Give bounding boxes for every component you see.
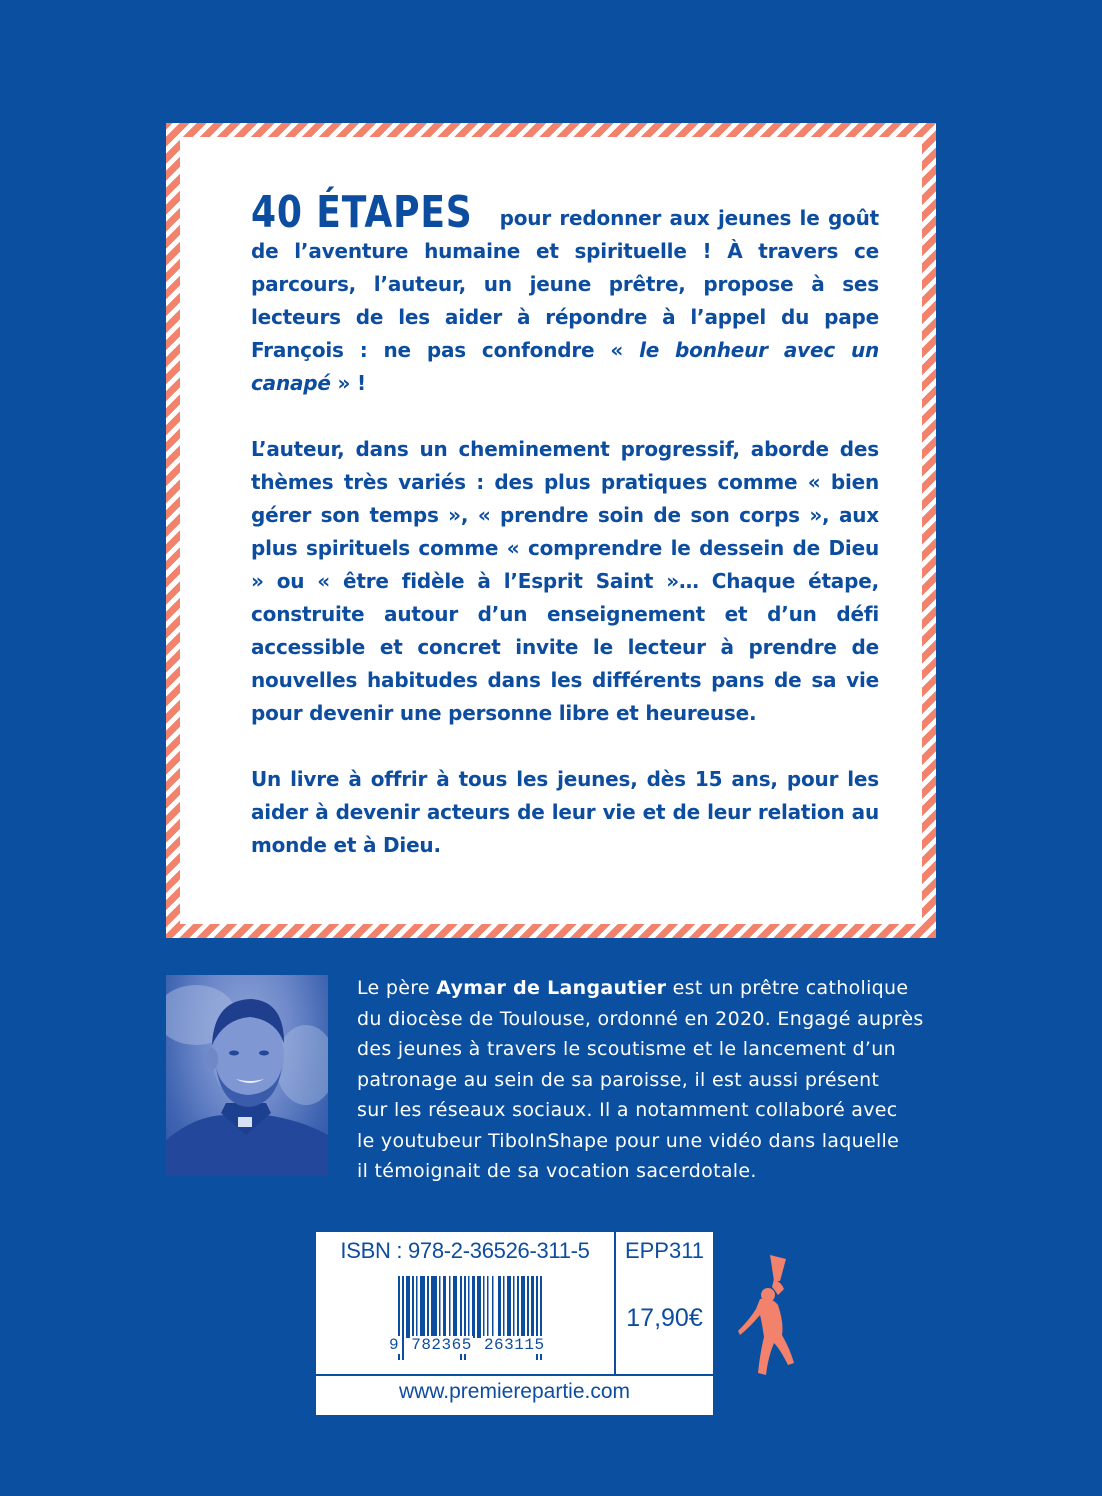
blurb-paragraph-1 [251,187,880,400]
bio-line: le youtubeur TiboInShape pour une vidéo dans laquelle [357,1129,900,1152]
bio-line: il témoignait de sa vocation sacerdotale. [357,1160,757,1182]
headline: 40 ÉTAPES [251,187,473,238]
figure-drinking-horn-icon [738,1253,808,1383]
divider-horizontal [316,1374,713,1376]
barcode-block [316,1232,713,1415]
author-portrait-icon [166,975,328,1176]
barcode-digits: 9 782365 263115 [389,1336,545,1354]
product-ref: EPP311 [624,1238,705,1263]
blurb-paragraph-2: L’auteur, dans un cheminement progressif, aborde des thèmes très variés : des plus pratiques comme « bien gérer son temps », « prendre soin de son corps », aux plus spirituels comme « comprendre le dessein de Dieu » ou « être fidèle à l’Esprit Saint »… Chaque étape, construite autour d’un enseignement et d’un défi accessible et concret invite le lecteur à prendre de nouvelles habitudes dans les différents pans de sa vie pour devenir une personne libre et heureuse. [251,437,879,725]
bio-line: des jeunes à travers le scoutisme et le lancement d’un [357,1038,896,1060]
price-label: 17,90€ [626,1304,703,1332]
quote-close: » ! [330,371,366,395]
isbn-label: ISBN : 978-2-36526-311-5 [340,1238,590,1263]
author-bio [357,973,957,1187]
blurb-frame-striped-border [166,123,936,938]
blurb-text [251,187,880,862]
pope-quote: le bonheur avec un canapé [251,338,880,395]
bio-line: Le père Aymar de Langautier est un prêtre catholique [357,977,909,999]
publisher-website-link[interactable]: www.premierepartie.com [398,1380,631,1403]
bio-line: patronage au sein de sa paroisse, il est aussi présent [357,1068,880,1091]
quote-open: « [610,338,640,362]
blurb-paragraph-3: Un livre à offrir à tous les jeunes, dès 15 ans, pour les aider à devenir acteurs de leur vie et de leur relation au monde et à Dieu. [251,767,879,857]
author-photo [166,975,328,1176]
blurb-p1-text: pour redonner aux jeunes le goût de l’aventure humaine et spirituelle ! À travers ce parcours, l’auteur, un jeune prêtre, propose à ses lecteurs de les aider à répondre à l’appel du pape François : ne pas confondre [251,206,879,362]
bio-line: du diocèse de Toulouse, ordonné en 2020. Engagé auprès [357,1007,924,1030]
author-name: Aymar de Langautier [436,977,667,999]
blurb-panel [180,137,922,924]
bio-line: sur les réseaux sociaux. Il a notamment collaboré avec [357,1099,898,1121]
